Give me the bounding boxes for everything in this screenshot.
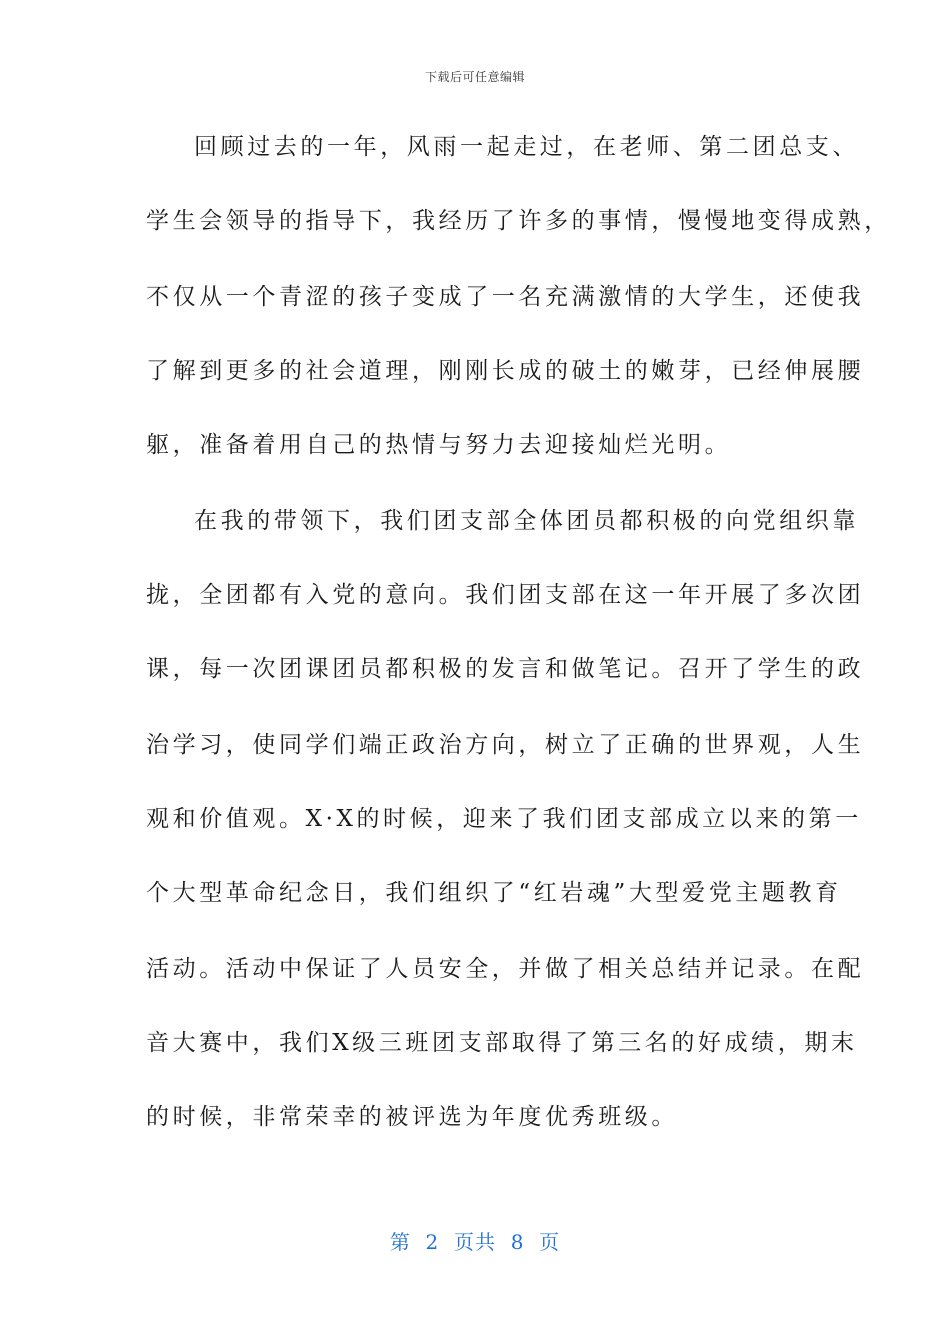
header-note: 下载后可任意编辑 [424, 70, 525, 84]
paragraph-line: 的时候，非常荣幸的被评选为年度优秀班级。 [146, 1104, 678, 1130]
page-number-footer: 第 2 页共 8 页 [389, 1230, 561, 1254]
paragraph-line: 观和价值观。X·X的时候，迎来了我们团支部成立以来的第一 [146, 806, 862, 832]
paragraph-line: 学生会领导的指导下，我经历了许多的事情，慢慢地变得成熟， [146, 208, 891, 234]
paragraph-line: 躯，准备着用自己的热情与努力去迎接灿烂光明。 [146, 432, 732, 458]
paragraph-line: 拢，全团都有入党的意向。我们团支部在这一年开展了多次团 [146, 582, 865, 608]
paragraph-line: 不仅从一个青涩的孩子变成了一名充满激情的大学生，还使我 [146, 284, 865, 310]
paragraph-line: 回顾过去的一年，风雨一起走过，在老师、第二团总支、 [194, 134, 859, 160]
paragraph-line: 个大型革命纪念日，我们组织了“红岩魂”大型爱党主题教育 [146, 880, 842, 906]
paragraph-line: 课，每一次团课团员都积极的发言和做笔记。召开了学生的政 [146, 656, 865, 682]
paragraph-line: 治学习，使同学们端正政治方向，树立了正确的世界观，人生 [146, 732, 865, 758]
paragraph-line: 在我的带领下，我们团支部全体团员都积极的向党组织靠 [194, 508, 859, 534]
paragraph-line: 音大赛中，我们X级三班团支部取得了第三名的好成绩，期末 [146, 1030, 858, 1056]
paragraph-line: 了解到更多的社会道理，刚刚长成的破土的嫩芽，已经伸展腰 [146, 358, 865, 384]
paragraph-line: 活动。活动中保证了人员安全，并做了相关总结并记录。在配 [146, 956, 865, 982]
